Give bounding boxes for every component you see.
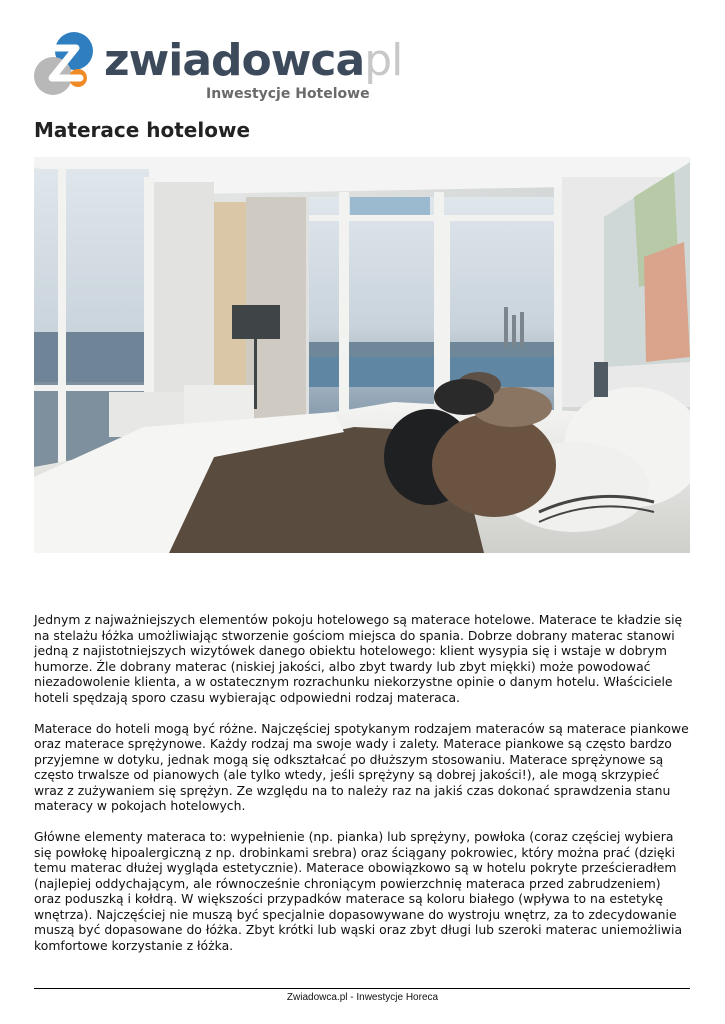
- site-logo[interactable]: [34, 32, 404, 104]
- footer-divider: [34, 988, 690, 989]
- page-footer: Zwiadowca.pl - Inwestycje Horeca: [286, 992, 439, 1003]
- logo-wordmark: [104, 36, 402, 86]
- hotel-room-photo: [34, 157, 690, 553]
- page-title: Materace hotelowe: [34, 118, 251, 142]
- logo-mark-icon: [34, 32, 96, 96]
- article-paragraph-2: Materace do hoteli mogą być różne. Najczęściej spotykanym rodzajem materaców są materace piankowe oraz materace sprężynowe. Każdy rodzaj ma swoje wady i zalety. Materace piankowe są często bardzo przyjemne w dotyku, jednak mogą się odkształcać po dłuższym stosowaniu. Materace sprężynowe są często trwalsze od pianowych (ale tylko wtedy, jeśli sprężyny są dobrej jakości!), ale mogą skrzypieć wraz z zużywaniem się sprężyn. Ze względu na to należy raz na jakiś czas dokonać sprawdzenia stanu materacy w pokojach hotelowych.: [34, 720, 689, 813]
- article-body: [34, 612, 690, 969]
- logo-brand-main: zwiadowca: [104, 35, 365, 86]
- logo-tagline: Inwestycje Hotelowe: [206, 86, 370, 102]
- article-paragraph-3: Główne elementy materaca to: wypełnienie (np. pianka) lub sprężyny, powłoka (coraz częściej wybiera się powłokę hipoalergiczną z np. drobinkami srebra) oraz ściągany pokrowiec, który można prać (dzięki temu materac dłużej wygląda estetycznie). Materace obowiązkowo są w hotelu pokryte prześcieradłem (najlepiej oddychającym, ale równocześnie chroniącym powierzchnię materaca przed zabrudzeniem) oraz poduszką i kołdrą. W większości przypadków materace są koloru białego (wpływa to na estetykę wnętrza). Najczęściej nie muszą być specjalnie dopasowywane do wystroju wnętrz, za to zdecydowanie muszą być dopasowane do łóżka. Zbyt krótki lub wąski oraz zbyt długi lub szeroki materac uniemożliwia komfortowe korzystanie z łóżka.: [34, 829, 683, 953]
- logo-brand-tld: pl: [364, 35, 403, 86]
- article-paragraph-1: Jednym z najważniejszych elementów pokoju hotelowego są materace hotelowe. Materace te kładzie się na stelażu łóżka umożliwiając stworzenie gościom miejsca do spania. Dobrze dobrany materac stanowi jedną z najistotniejszych wizytówek danego obiektu hotelowego: klient wysypia się i wstaje w dobrym humorze. Źle dobrany materac (niskiej jakości, albo zbyt twardy lub zbyt miękki) może powodować niezadowolenie klienta, a w ostatecznym rozrachunku niekorzystne opinie o danym hotelu. Właściciele hoteli spędzają sporo czasu wybierając odpowiedni rodzaj materaca.: [34, 612, 683, 705]
